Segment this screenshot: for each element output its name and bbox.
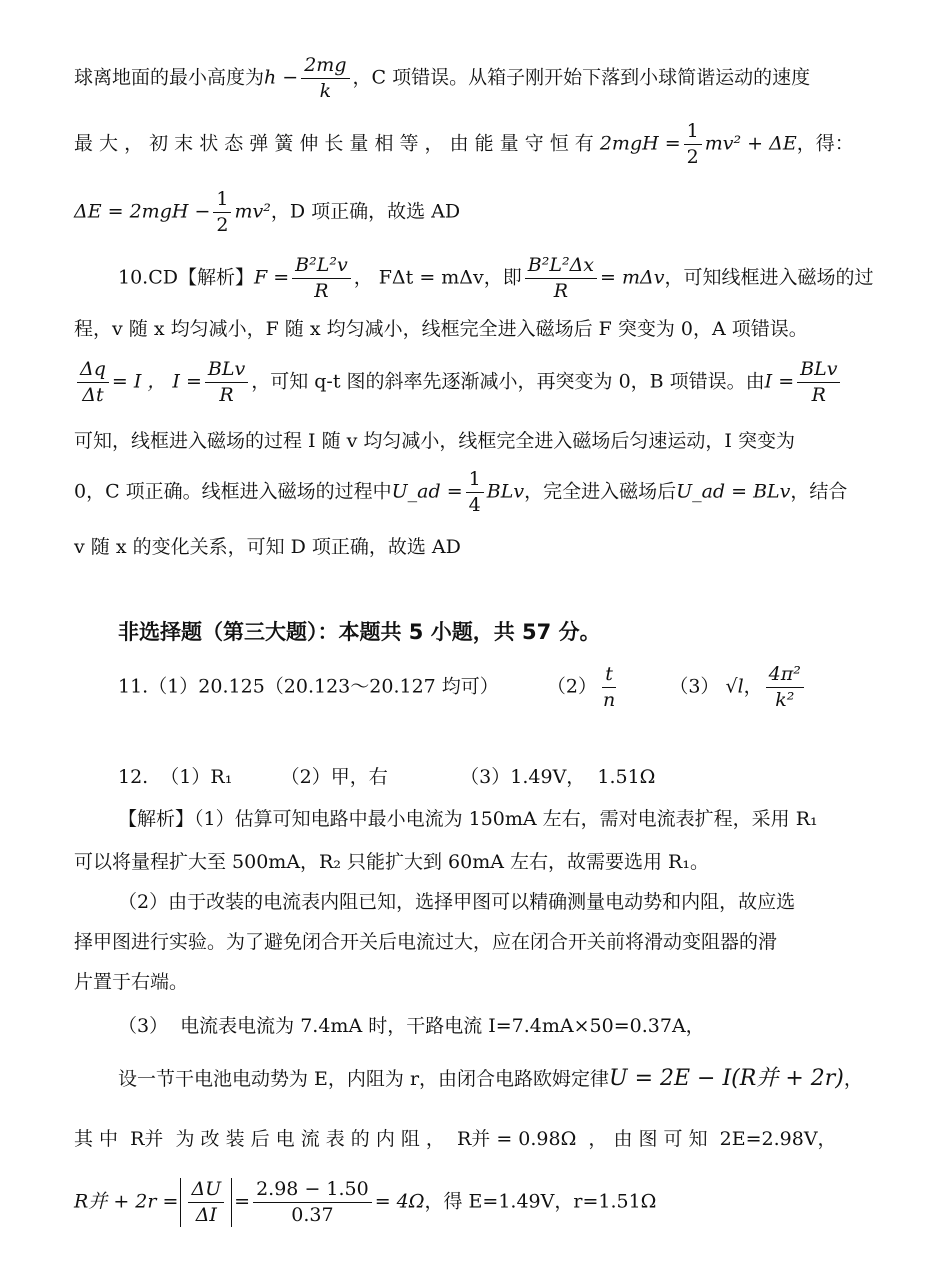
math: BLv [486,480,525,503]
section-heading: 非选择题（第三大题）：本题共 5 小题，共 57 分。 [118,620,601,644]
denominator: R [553,280,569,302]
denominator: k² [775,689,795,711]
q10-line-3 [74,360,843,405]
fraction [466,470,484,515]
math: R并 + 2r = [74,1190,179,1213]
math: 2mgH = [599,132,681,155]
numerator: B²L²v [292,256,351,279]
text: 设一节干电池电动势为 E，内阻为 r，由闭合电路欧姆定律 [118,1068,610,1090]
math: ΔE = 2mgH − [74,200,211,223]
q12-line-6: （3） 电流表电流为 7.4mA 时，干路电流 I=7.4mA×50=0.37A， [118,1015,705,1037]
numerator: 2mg [301,56,349,79]
fraction [188,1180,224,1225]
fraction [301,56,349,101]
numerator: BLv [797,360,840,383]
text: ， [843,1068,863,1090]
text: ， FΔt = mΔv，即 [353,266,522,289]
numerator: 2.98 − 1.50 [253,1180,372,1203]
q10-line-5 [74,470,847,515]
text: 最 大 ， 初 末 状 态 弹 簧 伸 长 量 相 等 ， 由 能 量 守 恒 有 [74,132,594,155]
numerator: ΔU [188,1180,224,1203]
numerator: 1 [213,190,231,213]
text: ，得 E=1.49V，r=1.51Ω [424,1190,657,1213]
absolute-value [180,1178,232,1227]
math: h − [264,66,299,89]
denominator: 2 [686,146,699,168]
text: 球离地面的最小高度为 [74,66,265,89]
q10-line-6: v 随 x 的变化关系，可知 D 项正确，故选 AD [74,536,461,558]
q12-line-1: 【解析】（1）估算可知电路中最小电流为 150mA 左右，需对电流表扩程，采用 R₁ [118,808,818,830]
math: √l [725,675,744,698]
numerator: BLv [205,360,248,383]
math: U_ad = [391,480,463,503]
text: ，完全进入磁场后 [524,480,677,503]
denominator: Δt [82,384,104,406]
text: （2） [546,675,597,698]
numerator: 4π² [766,665,804,688]
text: ，C 项错误。从箱子刚开始下落到小球简谐运动的速度 [352,66,811,89]
math: mv² + ΔE [704,132,797,155]
math: U = 2E − I(R并 + 2r) [609,1066,844,1091]
text: ，结合 [790,480,848,503]
q12-line-5: 片置于右端。 [74,971,189,993]
denominator: k [319,80,332,102]
text: ， [743,675,763,698]
fraction [797,360,840,405]
text: 0，C 项正确。线框进入磁场的过程中 [74,480,392,503]
math: = [234,1190,251,1213]
math: U_ad = BLv [676,480,791,503]
p1-line-3 [74,190,460,235]
numerator: t [602,665,616,688]
denominator: n [602,689,616,711]
math: = mΔv [600,266,665,289]
q12-line-3: （2）由于改装的电流表内阻已知，选择甲图可以精确测量电动势和内阻，故应选 [118,891,796,913]
text: ，得： [796,132,854,155]
text: （3） [669,675,720,698]
fraction [684,122,702,167]
fraction [213,190,231,235]
numerator: B²L²Δx [525,256,597,279]
denominator: ΔI [195,1204,217,1226]
denominator: 0.37 [291,1204,334,1226]
numerator: 1 [466,470,484,493]
fraction [205,360,248,405]
fraction [253,1180,372,1225]
text: 11.（1）20.125（20.123～20.127 均可） [118,675,499,698]
math: = 4Ω [374,1190,425,1213]
text: ，可知 q-t 图的斜率先逐渐减小，再突变为 0，B 项错误。由 [251,370,765,393]
text: ，可知线框进入磁场的过 [664,266,874,289]
math: mv² [234,200,271,223]
q12-answers: 12. （1）R₁ （2）甲，右 （3）1.49V， 1.51Ω [118,766,656,788]
q10-line-4: 可知，线框进入磁场的过程 I 随 v 均匀减小，线框完全进入磁场后匀速运动，I 突变为 [74,430,795,452]
q12-line-8: 其 中 R并 为 改 装 后 电 流 表 的 内 阻 ， R并 = 0.98Ω ， 由 图 可 知 2E=2.98V， [74,1128,837,1150]
p1-line-1 [74,56,810,101]
fraction [600,665,618,710]
q10-line-1 [118,256,873,301]
denominator: 4 [468,494,481,516]
math: I = [764,370,795,393]
p1-line-2 [74,122,854,167]
q12-line-4: 择甲图进行实验。为了避免闭合开关后电流过大，应在闭合开关前将滑动变阻器的滑 [74,931,778,953]
fraction [77,360,109,405]
q11-line [118,665,807,710]
numerator: Δq [77,360,109,383]
math: F = [254,266,290,289]
text: 10.CD【解析】 [118,266,254,289]
math: = I ， I = [111,370,202,393]
q12-line-9 [74,1178,656,1227]
denominator: R [314,280,329,302]
fraction [766,665,804,710]
numerator: 1 [684,122,702,145]
fraction [525,256,597,301]
fraction [292,256,351,301]
denominator: R [811,384,826,406]
q12-line-2: 可以将量程扩大至 500mA，R₂ 只能扩大到 60mA 左右，故需要选用 R₁。 [74,851,709,873]
denominator: 2 [216,214,229,236]
q10-line-2: 程，v 随 x 均匀减小，F 随 x 均匀减小，线框完全进入磁场后 F 突变为 0，A 项错误。 [74,318,808,340]
text: ，D 项正确，故选 AD [270,200,461,223]
denominator: R [219,384,234,406]
q12-line-7 [118,1068,863,1090]
